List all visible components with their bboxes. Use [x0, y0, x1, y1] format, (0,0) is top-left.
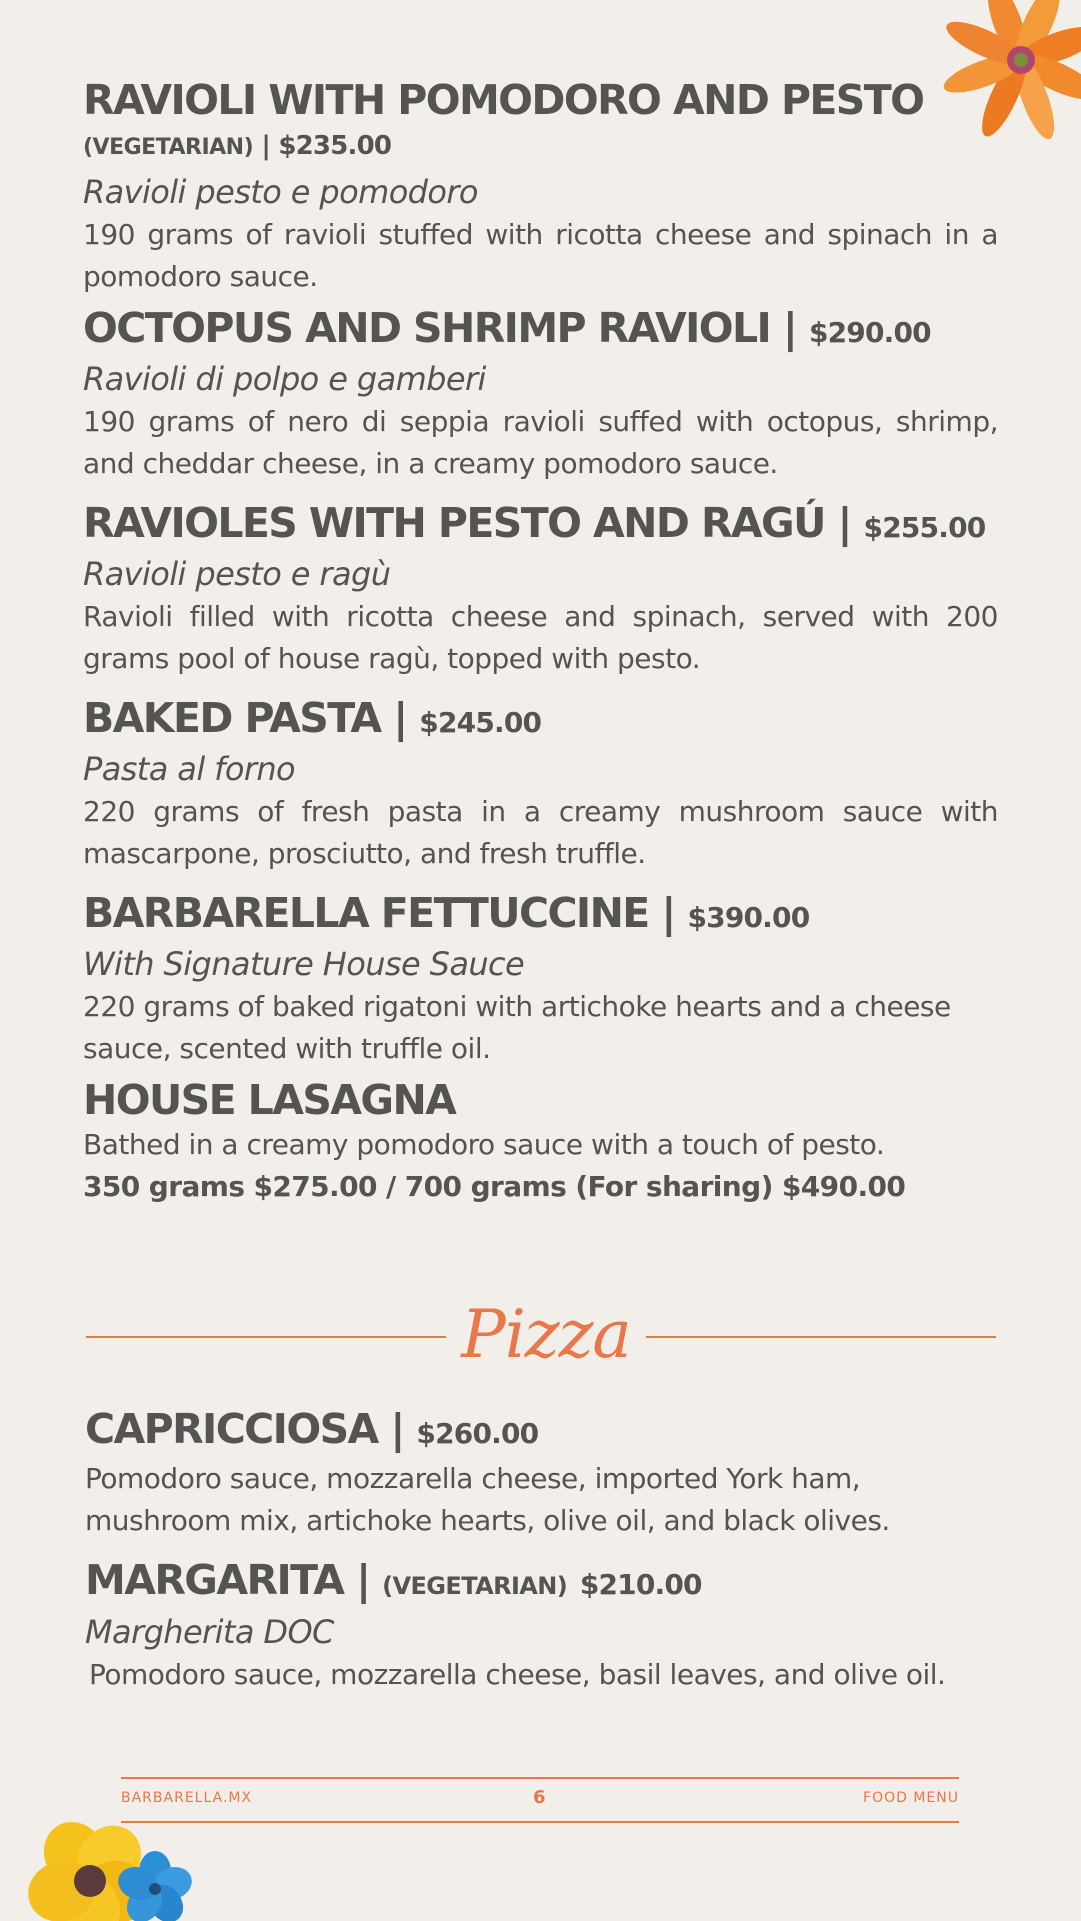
menu-item-octopus-shrimp-ravioli	[83, 304, 998, 485]
page-number: 6	[533, 1787, 547, 1808]
item-description: Bathed in a creamy pomodoro sauce with a touch of pesto.	[83, 1128, 885, 1161]
item-italian-name: With Signature House Sauce	[83, 945, 525, 983]
item-tag: (VEGETARIAN)	[382, 1572, 568, 1600]
menu-item-ravioles-pesto-ragu	[83, 499, 998, 680]
footer-site-link[interactable]: BARBARELLA.MX	[121, 1790, 253, 1806]
item-price: $255.00	[863, 511, 986, 544]
item-price: $210.00	[579, 1568, 702, 1601]
menu-item-barbarella-fettuccine	[83, 889, 998, 1070]
menu-item-ravioli-pomodoro-pesto	[83, 76, 998, 298]
item-italian-name: Pasta al forno	[83, 750, 296, 788]
item-italian-name: Margherita DOC	[85, 1613, 334, 1651]
item-description: 190 grams of ravioli stuffed with ricotta cheese and spinach in a pomodoro sauce.	[83, 218, 998, 293]
item-subline	[83, 124, 998, 170]
item-description: Ravioli filled with ricotta cheese and spinach, served with 200 grams pool of house ragù, topped with pesto.	[83, 600, 998, 675]
item-description: 220 grams of baked rigatoni with artichoke hearts and a cheese sauce, scented with truffle oil.	[83, 990, 951, 1065]
item-description: Pomodoro sauce, mozzarella cheese, imported York ham, mushroom mix, artichoke hearts, olive oil, and black olives.	[85, 1462, 890, 1537]
divider-line-right	[646, 1336, 996, 1338]
item-price: | $235.00	[261, 131, 392, 161]
flower-decoration-bottom-left	[15, 1811, 200, 1921]
item-title: RAVIOLI WITH POMODORO AND PESTO	[83, 76, 924, 124]
item-title: BARBARELLA FETTUCCINE |	[83, 889, 675, 937]
item-title: OCTOPUS AND SHRIMP RAVIOLI |	[83, 304, 797, 352]
item-title-row	[83, 694, 998, 747]
menu-item-house-lasagna	[83, 1076, 998, 1208]
item-price: $245.00	[419, 706, 542, 739]
menu-item-margarita	[85, 1556, 1000, 1696]
page-footer	[121, 1777, 959, 1823]
menu-item-capricciosa	[85, 1405, 1000, 1542]
section-divider-pizza	[86, 1285, 996, 1385]
divider-line-left	[86, 1336, 446, 1338]
section-heading: Pizza	[461, 1296, 631, 1373]
item-italian-name: Ravioli pesto e pomodoro	[83, 173, 478, 211]
item-price: $290.00	[808, 316, 931, 349]
pizza-section	[85, 1405, 1000, 1696]
item-title-row	[83, 499, 998, 552]
item-title: BAKED PASTA |	[83, 694, 407, 742]
item-title-row	[83, 889, 998, 942]
item-title: RAVIOLES WITH PESTO AND RAGÚ |	[83, 499, 851, 547]
item-title-row	[85, 1556, 1000, 1610]
footer-label: FOOD MENU	[863, 1790, 959, 1806]
item-italian-name: Ravioli pesto e ragù	[83, 555, 391, 593]
item-price: $390.00	[687, 901, 810, 934]
menu-item-baked-pasta	[83, 694, 998, 875]
item-description: 190 grams of nero di seppia ravioli suffed with octopus, shrimp, and cheddar cheese, in a creamy pomodoro sauce.	[83, 405, 998, 480]
item-description: Pomodoro sauce, mozzarella cheese, basil leaves, and olive oil.	[89, 1658, 946, 1691]
item-title: CAPRICCIOSA |	[85, 1405, 404, 1453]
item-title-row	[85, 1405, 1000, 1458]
item-price: $260.00	[416, 1417, 539, 1450]
item-title: HOUSE LASAGNA	[83, 1076, 456, 1124]
item-title-row	[83, 304, 998, 357]
item-title: MARGARITA |	[85, 1556, 370, 1604]
item-italian-name: Ravioli di polpo e gamberi	[83, 360, 486, 398]
pasta-section	[83, 76, 998, 1208]
item-tag: (VEGETARIAN)	[83, 135, 254, 160]
item-price-options: 350 grams $275.00 / 700 grams (For sharing) $490.00	[83, 1170, 906, 1203]
item-description: 220 grams of fresh pasta in a creamy mushroom sauce with mascarpone, prosciutto, and fresh truffle.	[83, 795, 998, 870]
